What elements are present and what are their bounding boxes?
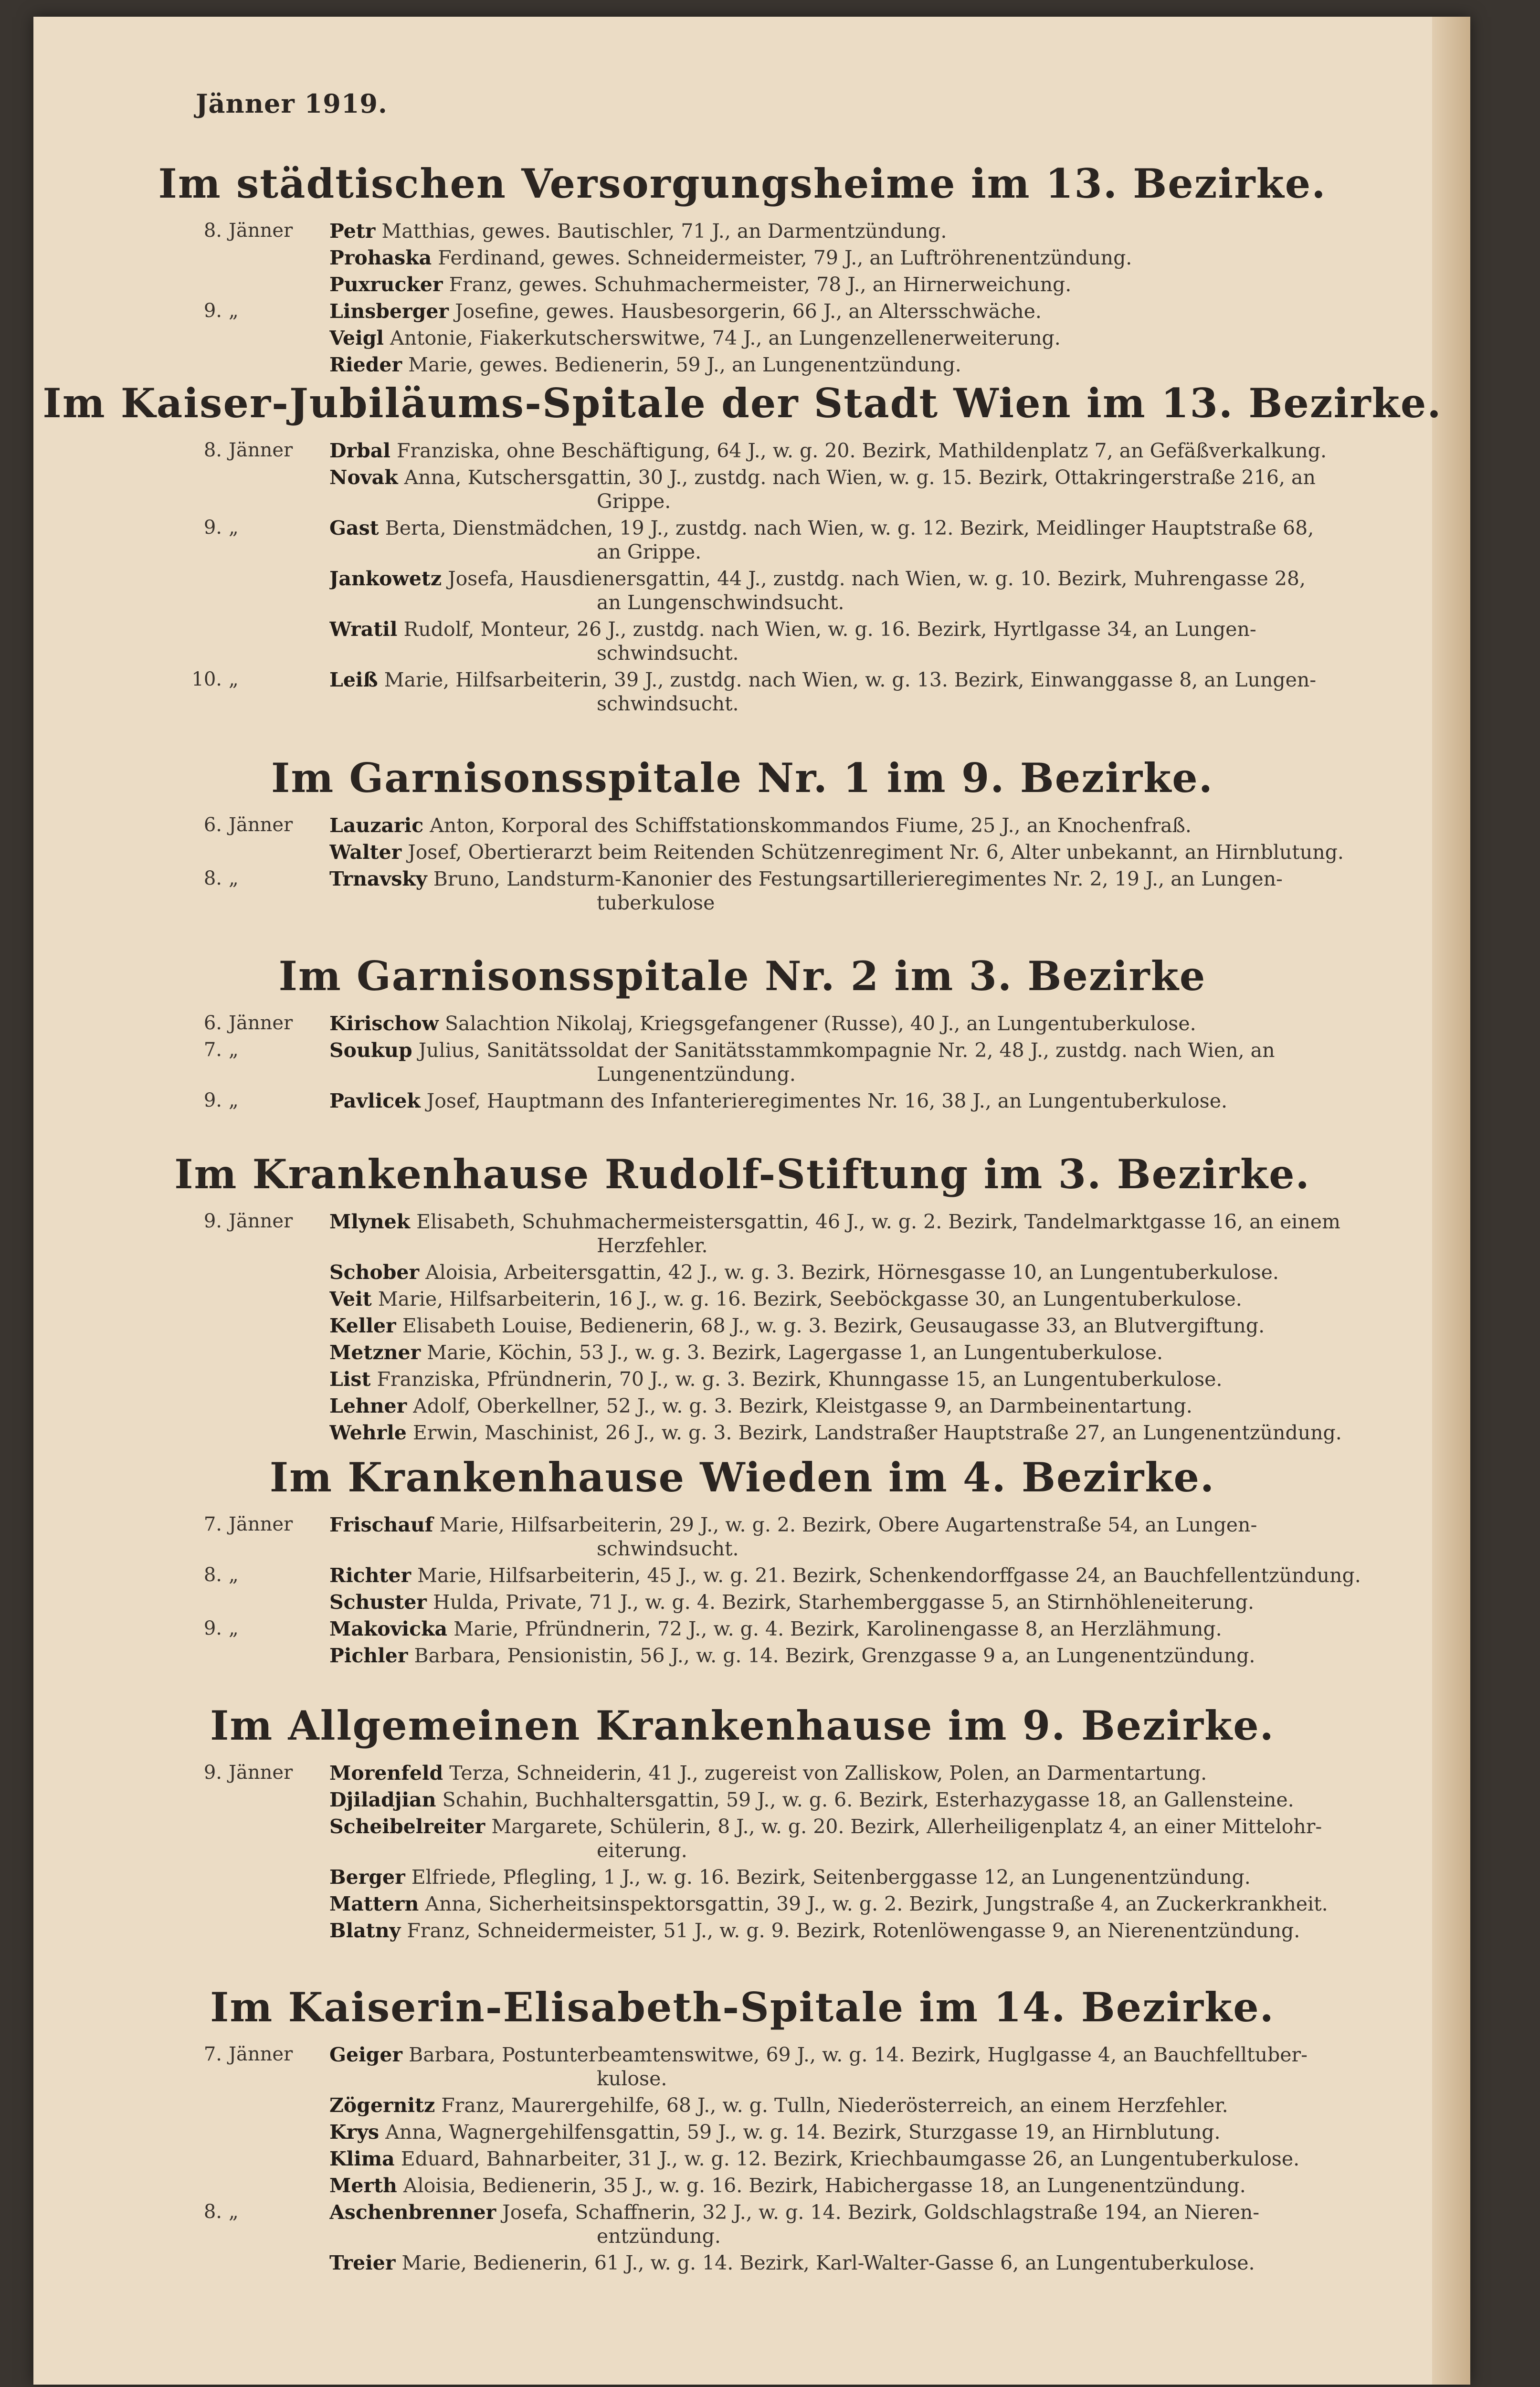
entry-list — [33, 1210, 1470, 1448]
entry-details: Josef, Obertierarzt beim Reitenden Schützenregiment Nr. 6, Alter unbekannt, an Hirnblutung. — [408, 841, 1344, 864]
entry-details: Aloisia, Bedienerin, 35 J., w. g. 16. Bezirk, Habichergasse 18, an Lungenentzündung. — [403, 2174, 1246, 2197]
entry-date — [189, 2251, 317, 2273]
entry-details: Barbara, Pensionistin, 56 J., w. g. 14. Bezirk, Grenzgasse 9 a, an Lungenentzündung. — [414, 1644, 1255, 1667]
entry-continuation: schwindsucht. — [597, 1537, 739, 1560]
entry-body — [329, 1513, 1470, 1536]
entry-surname: Prohaska — [329, 246, 432, 269]
entry-surname: Mlynek — [329, 1210, 411, 1233]
section-title: Im Krankenhause Wieden im 4. Bezirke. — [269, 1454, 1215, 1501]
entry-date — [189, 814, 317, 836]
entry-date — [189, 2043, 317, 2065]
entry-details: Marie, Hilfsarbeiterin, 29 J., w. g. 2. Bezirk, Obere Augartenstraße 54, an Lungen- — [439, 1513, 1257, 1536]
hospital-section — [33, 380, 1470, 719]
entry-body — [329, 1815, 1470, 1838]
entry-date — [189, 1089, 317, 1111]
entry-day: 9. — [203, 517, 222, 539]
death-entry — [33, 2201, 1470, 2251]
entry-surname: Djiladjian — [329, 1788, 436, 1811]
death-entry — [33, 439, 1470, 466]
entry-date — [189, 1513, 317, 1535]
death-entry — [33, 668, 1470, 719]
entry-date — [189, 867, 317, 889]
entry-surname: Geiger — [329, 2043, 403, 2066]
entry-details: Antonie, Fiakerkutscherswitwe, 74 J., an Lungenzellenerweiterung. — [390, 327, 1061, 349]
entry-details: Marie, Hilfsarbeiterin, 45 J., w. g. 21. Bezirk, Schenkendorffgasse 24, an Bauchfellentzündung. — [417, 1564, 1361, 1587]
entry-details: Josefine, gewes. Hausbesorgerin, 66 J., an Altersschwäche. — [455, 300, 1042, 323]
entry-month: „ — [229, 1089, 239, 1111]
entry-date — [189, 327, 317, 349]
entry-details: Erwin, Maschinist, 26 J., w. g. 3. Bezirk, Landstraßer Hauptstraße 27, an Lungenentzündung. — [412, 1421, 1342, 1444]
entry-day: 7. — [203, 1039, 222, 1061]
entry-date — [189, 300, 317, 322]
section-title: Im Kaiser-Jubiläums-Spitale der Stadt Wien im 13. Bezirke. — [42, 380, 1442, 427]
entry-body — [329, 2147, 1470, 2170]
entry-body — [329, 1039, 1470, 1062]
entry-details: Eduard, Bahnarbeiter, 31 J., w. g. 12. Bezirk, Kriechbaumgasse 26, an Lungentuberkulose. — [401, 2147, 1300, 2170]
entry-details: Ferdinand, gewes. Schneidermeister, 79 J., an Luftröhrenentzündung. — [438, 246, 1132, 269]
entry-body — [329, 1210, 1470, 1233]
entry-details: Barbara, Postunterbeamtenswitwe, 69 J., w. g. 14. Bezirk, Huglgasse 4, an Bauchfelltuber- — [409, 2043, 1308, 2066]
entry-body — [329, 439, 1470, 462]
entry-date — [189, 668, 317, 690]
entry-surname: Pichler — [329, 1644, 408, 1667]
entry-body — [329, 1261, 1470, 1284]
entry-surname: Aschenbrenner — [329, 2201, 496, 2224]
entry-date — [189, 1762, 317, 1784]
entry-continuation: schwindsucht. — [597, 642, 739, 665]
entry-date — [189, 1564, 317, 1586]
section-title: Im Krankenhause Rudolf-Stiftung im 3. Bezirke. — [174, 1151, 1310, 1198]
section-title: Im Kaiserin-Elisabeth-Spitale im 14. Bezirke. — [210, 1984, 1275, 2031]
entry-details: Josef, Hauptmann des Infanterieregimentes Nr. 16, 38 J., an Lungentuberkulose. — [426, 1089, 1228, 1112]
entry-date — [189, 273, 317, 295]
entry-day: 9. — [203, 1210, 222, 1232]
entry-day: 7. — [203, 2043, 222, 2065]
entry-continuation: kulose. — [597, 2067, 667, 2090]
entry-date — [189, 220, 317, 242]
entry-body — [329, 567, 1470, 590]
entry-day: 6. — [203, 814, 222, 836]
entry-date — [189, 1788, 317, 1810]
entry-surname: Schuster — [329, 1591, 427, 1614]
death-entry — [33, 2121, 1470, 2147]
entry-body — [329, 1368, 1470, 1391]
entry-date — [189, 1341, 317, 1363]
entry-body — [329, 1012, 1470, 1035]
entry-body — [329, 273, 1470, 296]
entry-surname: Jankowetz — [329, 567, 442, 590]
entry-continuation: entzündung. — [597, 2225, 721, 2248]
death-entry — [33, 353, 1470, 380]
entry-list — [33, 1012, 1470, 1116]
entry-date — [189, 1210, 317, 1232]
entry-month: „ — [229, 867, 239, 889]
entry-month: „ — [229, 1564, 239, 1586]
hospital-section — [33, 1454, 1470, 1671]
entry-continuation: eiterung. — [597, 1839, 687, 1862]
death-entry — [33, 1617, 1470, 1644]
death-entry — [33, 1039, 1470, 1089]
entry-surname: Lehner — [329, 1394, 407, 1417]
entry-body — [329, 2121, 1470, 2144]
entry-continuation: Lungenentzündung. — [597, 1063, 796, 1086]
entry-day: 8. — [203, 1564, 222, 1586]
entry-surname: Puxrucker — [329, 273, 443, 296]
document-page — [33, 17, 1470, 2385]
entry-day: 8. — [203, 220, 222, 242]
death-entry — [33, 273, 1470, 300]
entry-body — [329, 2201, 1470, 2224]
entry-month: Jänner — [229, 1762, 293, 1784]
entry-surname: Mattern — [329, 1892, 419, 1915]
death-entry — [33, 2147, 1470, 2174]
entry-surname: Gast — [329, 517, 379, 539]
hospital-section — [33, 952, 1470, 1116]
death-entry — [33, 618, 1470, 668]
entry-surname: Soukup — [329, 1039, 412, 1062]
entry-details: Elisabeth Louise, Bedienerin, 68 J., w. g. 3. Bezirk, Geusaugasse 33, an Blutvergiftung. — [402, 1314, 1265, 1337]
entry-continuation: an Grippe. — [597, 540, 702, 563]
entry-details: Margarete, Schülerin, 8 J., w. g. 20. Bezirk, Allerheiligenplatz 4, an einer Mittelohr- — [491, 1815, 1322, 1838]
death-entry — [33, 567, 1470, 618]
death-entry — [33, 1421, 1470, 1448]
entry-surname: Frischauf — [329, 1513, 433, 1536]
death-entry — [33, 1261, 1470, 1288]
entry-surname: Wratil — [329, 618, 398, 641]
death-entry — [33, 300, 1470, 327]
entry-day: 7. — [203, 1513, 222, 1535]
entry-details: Berta, Dienstmädchen, 19 J., zustdg. nach Wien, w. g. 12. Bezirk, Meidlinger Hauptstraße 68, — [385, 517, 1314, 539]
entry-details: Schahin, Buchhaltersgattin, 59 J., w. g. 6. Bezirk, Esterhazygasse 18, an Gallensteine. — [442, 1788, 1294, 1811]
entry-date — [189, 1644, 317, 1666]
entry-date — [189, 1039, 317, 1061]
entry-surname: Berger — [329, 1866, 405, 1889]
entry-surname: Klima — [329, 2147, 395, 2170]
death-entry — [33, 2251, 1470, 2278]
entry-list — [33, 220, 1470, 380]
entry-details: Marie, Hilfsarbeiterin, 39 J., zustdg. nach Wien, w. g. 13. Bezirk, Einwanggasse 8, an Lungen- — [384, 668, 1317, 691]
entry-month: „ — [229, 668, 239, 690]
entry-day: 8. — [203, 867, 222, 889]
entry-body — [329, 1892, 1470, 1915]
hospital-section — [33, 1702, 1470, 1946]
entry-surname: Blatny — [329, 1919, 401, 1942]
entry-details: Marie, gewes. Bedienerin, 59 J., an Lungenentzündung. — [408, 353, 961, 376]
entry-body — [329, 814, 1470, 837]
entry-month: „ — [229, 2201, 239, 2223]
death-entry — [33, 1866, 1470, 1892]
entry-surname: Richter — [329, 1564, 411, 1587]
entry-details: Anna, Wagnergehilfensgattin, 59 J., w. g. 14. Bezirk, Sturzgasse 19, an Hirnblutung. — [385, 2121, 1221, 2144]
entry-surname: Novak — [329, 466, 398, 489]
entry-month: „ — [229, 1617, 239, 1639]
entry-month: Jänner — [229, 220, 293, 242]
entry-date — [189, 2094, 317, 2116]
entry-date — [189, 353, 317, 375]
entry-day: 10. — [191, 668, 222, 690]
entry-body — [329, 1564, 1470, 1587]
entry-details: Elisabeth, Schuhmachermeistersgattin, 46 J., w. g. 2. Bezirk, Tandelmarktgasse 16, an einem — [416, 1210, 1340, 1233]
entry-date — [189, 1261, 317, 1283]
entry-surname: Treier — [329, 2251, 396, 2274]
entry-date — [189, 1394, 317, 1416]
entry-body — [329, 668, 1470, 691]
entry-details: Adolf, Oberkellner, 52 J., w. g. 3. Bezirk, Kleistgasse 9, an Darmbeinentartung. — [413, 1394, 1192, 1417]
entry-details: Elfriede, Pflegling, 1 J., w. g. 16. Bezirk, Seitenberggasse 12, an Lungenentzündung. — [411, 1866, 1251, 1889]
entry-body — [329, 2094, 1470, 2117]
death-entry — [33, 1892, 1470, 1919]
entry-details: Anna, Sicherheitsinspektorsgattin, 39 J., w. g. 2. Bezirk, Jungstraße 4, an Zuckerkrankheit. — [425, 1892, 1328, 1915]
entry-date — [189, 841, 317, 863]
section-title: Im städtischen Versorgungsheime im 13. Bezirke. — [158, 160, 1327, 207]
entry-date — [189, 2174, 317, 2196]
entry-body — [329, 1288, 1470, 1310]
entry-details: Franziska, Pfründnerin, 70 J., w. g. 3. Bezirk, Khunngasse 15, an Lungentuberkulose. — [377, 1368, 1223, 1391]
entry-details: Terza, Schneiderin, 41 J., zugereist von Zalliskow, Polen, an Darmentartung. — [449, 1762, 1207, 1785]
entry-date — [189, 1288, 317, 1310]
entry-date — [189, 1314, 317, 1336]
entry-date — [189, 1591, 317, 1613]
entry-continuation: Grippe. — [597, 490, 671, 513]
entry-body — [329, 246, 1470, 269]
entry-details: Rudolf, Monteur, 26 J., zustdg. nach Wien, w. g. 16. Bezirk, Hyrtlgasse 34, an Lungen- — [403, 618, 1256, 641]
section-title: Im Garnisonsspitale Nr. 2 im 3. Bezirke — [278, 952, 1206, 1000]
entry-date — [189, 1617, 317, 1639]
entry-body — [329, 1394, 1470, 1417]
death-entry — [33, 814, 1470, 841]
entry-list — [33, 814, 1470, 918]
death-entry — [33, 2043, 1470, 2094]
death-entry — [33, 1513, 1470, 1564]
entry-date — [189, 1892, 317, 1914]
entry-surname: Wehrle — [329, 1421, 407, 1444]
entry-continuation: an Lungenschwindsucht. — [597, 591, 844, 614]
entry-surname: Pavlicek — [329, 1089, 421, 1112]
entry-body — [329, 2251, 1470, 2274]
entry-date — [189, 2121, 317, 2143]
entry-continuation: Herzfehler. — [597, 1234, 708, 1257]
entry-continuation: schwindsucht. — [597, 692, 739, 715]
entry-body — [329, 1421, 1470, 1444]
entry-date — [189, 1368, 317, 1390]
entry-surname: Rieder — [329, 353, 402, 376]
death-entry — [33, 1762, 1470, 1788]
entry-body — [329, 1591, 1470, 1614]
entry-body — [329, 1919, 1470, 1942]
hospital-section — [33, 160, 1470, 380]
entry-surname: Merth — [329, 2174, 397, 2197]
entry-surname: Drbal — [329, 439, 390, 462]
entry-surname: Kirischow — [329, 1012, 439, 1035]
entry-month: Jänner — [229, 439, 293, 461]
entry-surname: Trnavsky — [329, 867, 427, 890]
entry-body — [329, 327, 1470, 349]
entry-details: Matthias, gewes. Bautischler, 71 J., an Darmentzündung. — [381, 220, 947, 243]
entry-details: Hulda, Private, 71 J., w. g. 4. Bezirk, Starhemberggasse 5, an Stirnhöhleneiterung. — [432, 1591, 1254, 1614]
entry-continuation: tuberkulose — [597, 891, 715, 914]
entry-surname: Metzner — [329, 1341, 421, 1364]
entry-body — [329, 517, 1470, 539]
entry-day: 9. — [203, 300, 222, 322]
death-entry — [33, 1564, 1470, 1591]
death-entry — [33, 1815, 1470, 1866]
death-entry — [33, 2174, 1470, 2201]
entry-list — [33, 1762, 1470, 1946]
entry-day: 8. — [203, 439, 222, 461]
entry-details: Anton, Korporal des Schiffstationskommandos Fiume, 25 J., an Knochenfraß. — [430, 814, 1192, 837]
entry-surname: Keller — [329, 1314, 396, 1337]
entry-date — [189, 618, 317, 640]
entry-list — [33, 2043, 1470, 2278]
entry-surname: Leiß — [329, 668, 378, 691]
death-entry — [33, 1314, 1470, 1341]
death-entry — [33, 327, 1470, 353]
death-entry — [33, 1394, 1470, 1421]
entry-surname: Makovicka — [329, 1617, 448, 1640]
entry-day: 6. — [203, 1012, 222, 1034]
entry-details: Bruno, Landsturm-Kanonier des Festungsartillerieregimentes Nr. 2, 19 J., an Lungen- — [433, 867, 1283, 890]
death-entry — [33, 1591, 1470, 1617]
entry-body — [329, 353, 1470, 376]
entry-surname: Zögernitz — [329, 2094, 435, 2117]
entry-surname: Lauzaric — [329, 814, 424, 837]
entry-details: Josefa, Hausdienersgattin, 44 J., zustdg. nach Wien, w. g. 10. Bezirk, Muhrengasse 28, — [448, 567, 1306, 590]
section-title: Im Garnisonsspitale Nr. 1 im 9. Bezirke. — [271, 754, 1213, 802]
entry-body — [329, 1089, 1470, 1112]
entry-details: Franziska, ohne Beschäftigung, 64 J., w. g. 20. Bezirk, Mathildenplatz 7, an Gefäßverkalkung. — [397, 439, 1327, 462]
entry-details: Marie, Köchin, 53 J., w. g. 3. Bezirk, Lagergasse 1, an Lungentuberkulose. — [427, 1341, 1163, 1364]
page-header: Jänner 1919. — [196, 88, 388, 119]
entry-month: Jänner — [229, 2043, 293, 2065]
entry-body — [329, 1341, 1470, 1364]
entry-list — [33, 439, 1470, 719]
entry-body — [329, 2174, 1470, 2197]
entry-surname: Morenfeld — [329, 1762, 443, 1785]
entry-date — [189, 1815, 317, 1837]
death-entry — [33, 867, 1470, 918]
death-entry — [33, 1788, 1470, 1815]
entry-date — [189, 1919, 317, 1941]
entry-month: Jänner — [229, 1210, 293, 1232]
death-entry — [33, 1644, 1470, 1671]
entry-body — [329, 466, 1470, 489]
entry-surname: Veit — [329, 1288, 372, 1310]
entry-details: Salachtion Nikolaj, Kriegsgefangener (Russe), 40 J., an Lungentuberkulose. — [444, 1012, 1196, 1035]
entry-surname: Petr — [329, 220, 376, 243]
death-entry — [33, 246, 1470, 273]
entry-month: „ — [229, 1039, 239, 1061]
entry-details: Franz, Schneidermeister, 51 J., w. g. 9. Bezirk, Rotenlöwengasse 9, an Nierenentzündung. — [407, 1919, 1300, 1942]
death-entry — [33, 1288, 1470, 1314]
entry-details: Franz, Maurergehilfe, 68 J., w. g. Tulln, Niederösterreich, an einem Herzfehler. — [441, 2094, 1228, 2117]
entry-day: 9. — [203, 1617, 222, 1639]
entry-date — [189, 2201, 317, 2223]
entry-body — [329, 867, 1470, 890]
entry-details: Julius, Sanitätssoldat der Sanitätsstammkompagnie Nr. 2, 48 J., zustdg. nach Wien, an — [418, 1039, 1275, 1062]
entry-surname: List — [329, 1368, 371, 1391]
hospital-section — [33, 1984, 1470, 2278]
entry-body — [329, 841, 1470, 864]
entry-date — [189, 1866, 317, 1888]
entry-surname: Walter — [329, 841, 402, 864]
entry-month: Jänner — [229, 1012, 293, 1034]
death-entry — [33, 1012, 1470, 1039]
entry-body — [329, 2043, 1470, 2066]
entry-date — [189, 246, 317, 268]
entry-body — [329, 1788, 1470, 1811]
entry-details: Marie, Hilfsarbeiterin, 16 J., w. g. 16. Bezirk, Seeböckgasse 30, an Lungentuberkulose. — [378, 1288, 1242, 1310]
entry-body — [329, 618, 1470, 641]
entry-day: 9. — [203, 1762, 222, 1784]
death-entry — [33, 1368, 1470, 1394]
death-entry — [33, 517, 1470, 567]
entry-date — [189, 466, 317, 488]
entry-month: Jänner — [229, 814, 293, 836]
hospital-section — [33, 1151, 1470, 1448]
entry-date — [189, 2147, 317, 2169]
entry-surname: Krys — [329, 2121, 380, 2144]
death-entry — [33, 1210, 1470, 1261]
death-entry — [33, 2094, 1470, 2121]
entry-body — [329, 1762, 1470, 1785]
entry-surname: Scheibelreiter — [329, 1815, 485, 1838]
death-entry — [33, 841, 1470, 867]
entry-day: 8. — [203, 2201, 222, 2223]
entry-surname: Veigl — [329, 327, 384, 349]
entry-list — [33, 1513, 1470, 1671]
entry-body — [329, 1617, 1470, 1640]
entry-date — [189, 439, 317, 461]
entry-body — [329, 1314, 1470, 1337]
death-entry — [33, 1089, 1470, 1116]
entry-month: Jänner — [229, 1513, 293, 1535]
entry-surname: Linsberger — [329, 300, 449, 323]
entry-body — [329, 1644, 1470, 1667]
entry-date — [189, 567, 317, 589]
entry-body — [329, 300, 1470, 323]
entry-details: Anna, Kutschersgattin, 30 J., zustdg. nach Wien, w. g. 15. Bezirk, Ottakringerstraße 216, an — [404, 466, 1316, 489]
entry-details: Josefa, Schaffnerin, 32 J., w. g. 14. Bezirk, Goldschlagstraße 194, an Nieren- — [502, 2201, 1260, 2224]
entry-date — [189, 517, 317, 539]
death-entry — [33, 1341, 1470, 1368]
death-entry — [33, 1919, 1470, 1946]
section-title: Im Allgemeinen Krankenhause im 9. Bezirke. — [210, 1702, 1275, 1749]
death-entry — [33, 466, 1470, 517]
entry-details: Marie, Bedienerin, 61 J., w. g. 14. Bezirk, Karl-Walter-Gasse 6, an Lungentuberkulose. — [401, 2251, 1255, 2274]
entry-day: 9. — [203, 1089, 222, 1111]
entry-details: Franz, gewes. Schuhmachermeister, 78 J., an Hirnerweichung. — [449, 273, 1072, 296]
entry-body — [329, 1866, 1470, 1889]
hospital-section — [33, 754, 1470, 918]
entry-date — [189, 1421, 317, 1443]
entry-month: „ — [229, 300, 239, 322]
entry-surname: Schober — [329, 1261, 420, 1284]
entry-date — [189, 1012, 317, 1034]
death-entry — [33, 220, 1470, 246]
entry-details: Aloisia, Arbeitersgattin, 42 J., w. g. 3. Bezirk, Hörnesgasse 10, an Lungentuberkulose. — [425, 1261, 1279, 1284]
entry-details: Marie, Pfründnerin, 72 J., w. g. 4. Bezirk, Karolinengasse 8, an Herzlähmung. — [454, 1617, 1222, 1640]
entry-body — [329, 220, 1470, 243]
entry-month: „ — [229, 517, 239, 539]
